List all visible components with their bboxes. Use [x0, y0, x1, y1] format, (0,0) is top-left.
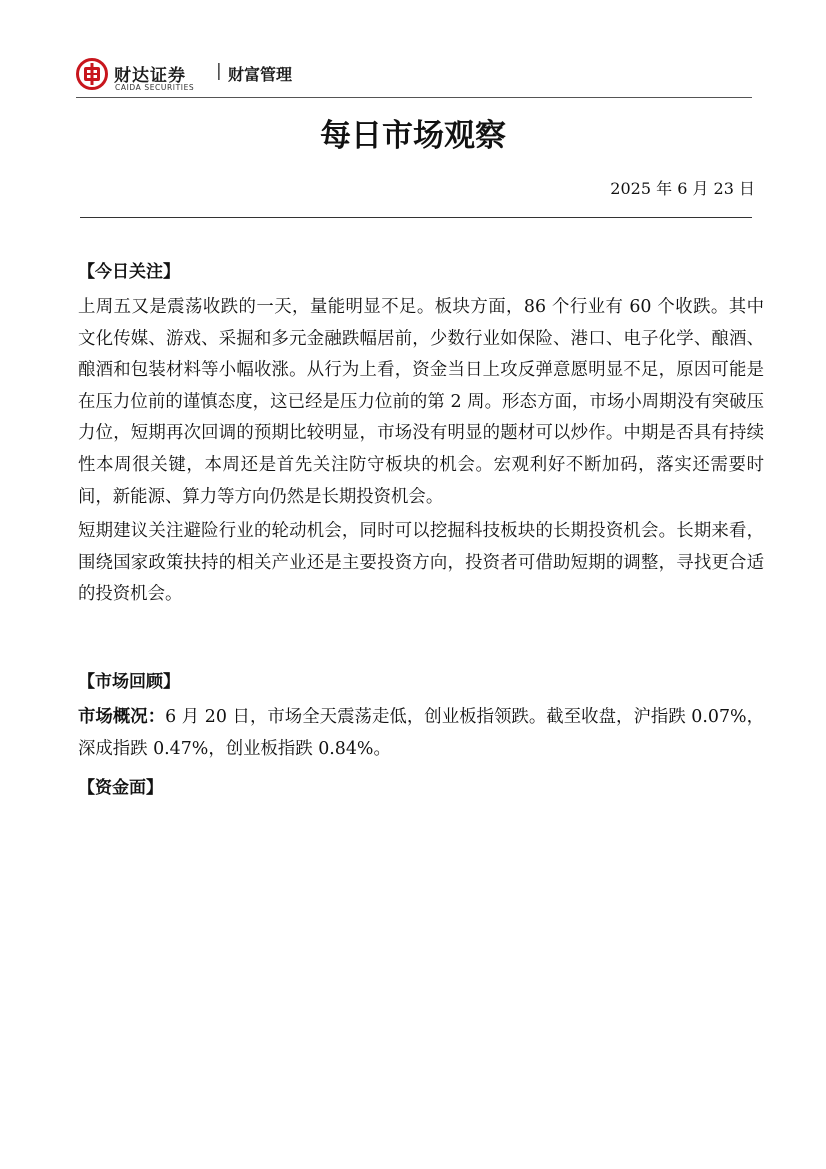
report-body: [78, 252, 764, 808]
review-text: 6 月 20 日，市场全天震荡走低，创业板指领跌。截至收盘，沪指跌 0.07%，深成指跌 0.47%，创业板指跌 0.84%。: [78, 706, 764, 759]
page-title: 每日市场观察: [320, 118, 506, 154]
header-divider: [76, 97, 752, 98]
brand-subtitle: 财富管理: [228, 65, 293, 84]
focus-paragraph-2: 短期建议关注避险行业的轮动机会，同时可以挖掘科技板块的长期投资机会。长期来看，围绕国家政策扶持的相关产业还是主要投资方向，投资者可借助短期的调整，寻找更合适的投资机会。: [78, 521, 764, 605]
date-divider: [80, 217, 752, 218]
brand-name-cn: 财达证券: [114, 66, 186, 86]
caida-logo-icon: [76, 58, 108, 90]
review-paragraph: [78, 702, 764, 765]
review-lead: 市场概况：: [78, 706, 166, 727]
section-spacer: [78, 614, 764, 662]
page-header: [76, 56, 752, 100]
section-heading-focus: 【今日关注】: [78, 262, 180, 282]
brand-separator: |: [216, 61, 222, 81]
focus-paragraph-1: 上周五又是震荡收跌的一天，量能明显不足。板块方面，86 个行业有 60 个收跌。其中文化传媒、游戏、采掘和多元金融跌幅居前，少数行业如保险、港口、电子化学、酿酒、酿酒和包装材料等小幅收涨。从行为上看，资金当日上攻反弹意愿明显不足，原因可能是在压力位前的谨慎态度，这已经是压力位前的第 2 周。形态方面，市场小周期没有突破压力位，短期再次回调的预期比较明显，市场没有明显的题材可以炒作。中期是否具有持续性本周很关键，本周还是首先关注防守板块的机会。宏观利好不断加码，落实还需要时间，新能源、算力等方向仍然是长期投资机会。: [78, 297, 764, 507]
report-date: 2025 年 6 月 23 日: [610, 179, 755, 198]
brand-name-en: CAIDA SECURITIES: [115, 83, 195, 92]
section-heading-funds: 【资金面】: [78, 778, 163, 799]
section-heading-review: 【市场回顾】: [78, 671, 180, 692]
